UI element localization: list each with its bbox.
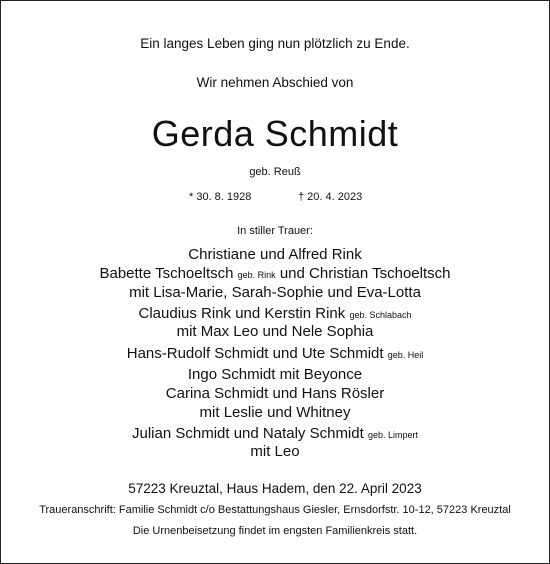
mourner-line — [1, 345, 549, 362]
death-date: † 20. 4. 2023 — [298, 191, 363, 203]
mourning-address: Traueranschrift: Familie Schmidt c/o Bestattungshaus Giesler, Ernsdorfstr. 10-12, 57223 Kreuztal — [39, 504, 511, 516]
place-date: 57223 Kreuztal, Haus Hadem, den 22. April 2023 — [128, 481, 422, 496]
mourner-line: Carina Schmidt und Hans Rösler — [165, 385, 385, 402]
maiden-name-note: geb. Rink — [237, 270, 276, 280]
mourner-line — [1, 265, 549, 282]
maiden-name-note: geb. Schlabach — [349, 310, 412, 320]
mourner-line: mit Leslie und Whitney — [199, 404, 351, 421]
mourner-name: Julian Schmidt und Nataly Schmidt — [132, 425, 364, 442]
mourner-name: Hans-Rudolf Schmidt und Ute Schmidt — [126, 345, 384, 362]
urn-note: Die Urnenbeisetzung findet im engsten Familienkreis statt. — [132, 525, 418, 537]
farewell-text: Wir nehmen Abschied von — [196, 75, 354, 90]
maiden-name-note: geb. Heil — [387, 350, 424, 360]
mourner-line: mit Max Leo und Nele Sophia — [176, 323, 374, 340]
mourner-name: und Christian Tschoeltsch — [279, 265, 451, 282]
mourner-name: Claudius Rink und Kerstin Rink — [138, 305, 346, 322]
maiden-name-note: geb. Limpert — [367, 430, 418, 440]
mourner-name: Babette Tschoeltsch — [99, 265, 234, 282]
mourner-line: Christiane und Alfred Rink — [188, 246, 362, 263]
birth-date: * 30. 8. 1928 — [189, 191, 252, 203]
mourning-label: In stiller Trauer: — [237, 225, 313, 237]
deceased-name: Gerda Schmidt — [151, 113, 399, 154]
mourner-line — [1, 425, 549, 442]
mourner-line: Ingo Schmidt mit Beyonce — [187, 366, 363, 383]
mourner-line: mit Leo — [250, 443, 300, 460]
mourner-line — [1, 305, 549, 322]
mourner-line: mit Lisa-Marie, Sarah-Sophie und Eva-Lotta — [129, 284, 421, 301]
maiden-name: geb. Reuß — [249, 166, 301, 178]
intro-text: Ein langes Leben ging nun plötzlich zu Ende. — [140, 36, 410, 51]
